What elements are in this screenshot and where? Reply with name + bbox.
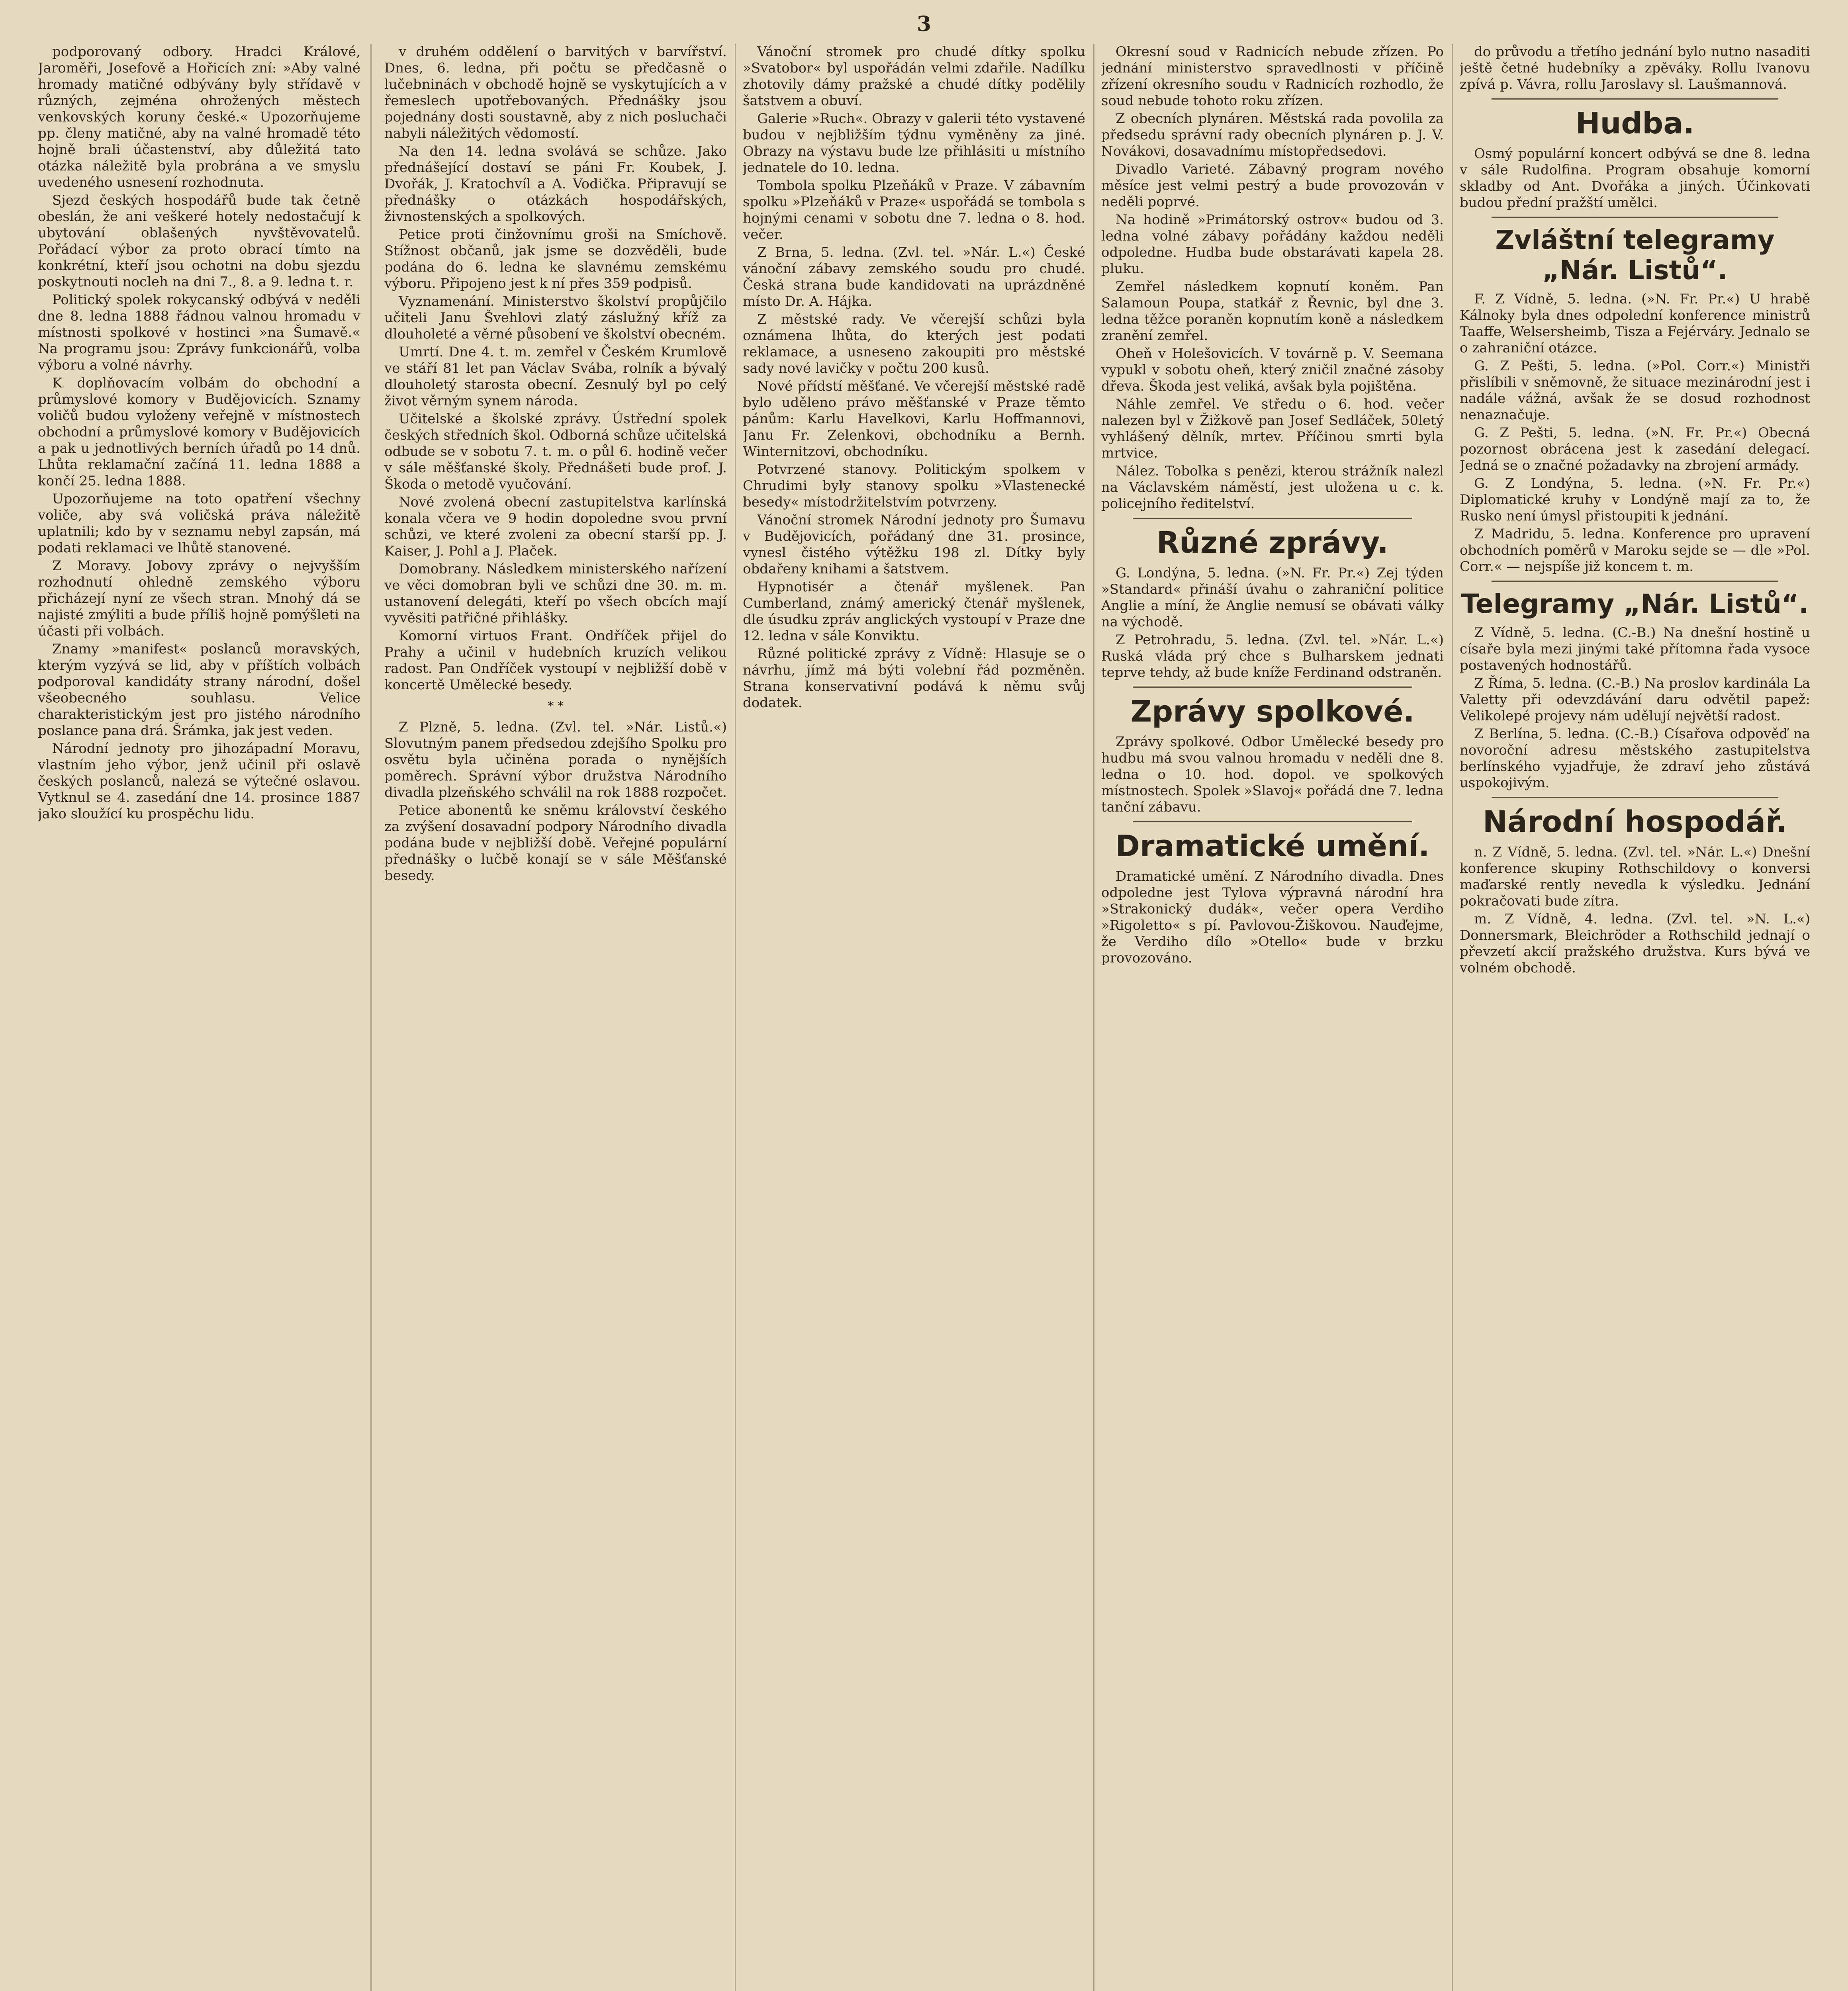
column-2 <box>384 44 727 1991</box>
article-paragraph: Různé politické zprávy z Vídně: Hlasuje se o návrhu, jímž má býti volební řád pozměněn. Strana konservativní podává k němu svůj dodatek. <box>743 646 1085 711</box>
article-paragraph: Národní jednoty pro jihozápadní Moravu, vlastním jeho výbor, jenž učinil při oslavě českých poslanců, nalezá se výtečné oslavou. Vytknul se 4. zasedání dne 14. prosince 1887 jako sloužící ku prospěchu lidu. <box>38 741 360 822</box>
article-paragraph: Galerie »Ruch«. Obrazy v galerii této vystavené budou v nejbližším týdnu vyměněny za jiné. Obrazy na výstavu bude lze přihlásiti u místního jednatele do 10. ledna. <box>743 111 1085 176</box>
section-heading-zpravy-spolkove: Zprávy spolkové. <box>1130 694 1415 729</box>
article-paragraph: G. Z Pešti, 5. ledna. (»Pol. Corr.«) Ministři přislíbili v sněmovně, že situace mezinárodní jest i nadále vážná, avšak že se dosud rozhodnost nenaznačuje. <box>1460 358 1810 423</box>
column-5 <box>1460 44 1810 1991</box>
column-1 <box>38 44 360 1991</box>
article-paragraph: Dramatické umění. Z Národního divadla. Dnes odpoledne jest Tylova výpravná národní hra »Strakonický dudák«, večer opera Verdiho »Rigoletto« s pí. Pavlovou-Žiškovou. Nauďejme, že Verdiho dílo »Otello« bude v brzku provozováno. <box>1101 868 1444 966</box>
section-heading-hudba: Hudba. <box>1575 106 1695 141</box>
article-paragraph: Hypnotisér a čtenář myšlenek. Pan Cumberland, známý americký čtenář myšlenek, dle úsudku zpráv anglických vystoupí v Praze dne 12. ledna v sále Konviktu. <box>743 579 1085 644</box>
article-paragraph: Osmý populární koncert odbývá se dne 8. ledna v sále Rudolfina. Program obsahuje komorní skladby od Ant. Dvořáka a jiných. Účinkovati budou přední pražští umělci. <box>1460 146 1810 211</box>
section-divider <box>1133 518 1412 519</box>
article-paragraph: m. Z Vídně, 4. ledna. (Zvl. tel. »N. L.«) Donnersmark, Bleichröder a Rothschild jednají o převzetí akcií pražského družstva. Kurs bývá ve volném obchodě. <box>1460 911 1810 976</box>
article-paragraph: Z Brna, 5. ledna. (Zvl. tel. »Nár. L.«) České vánoční zábavy zemského soudu pro chudé. Česká strana bude kandidovati na uprázdněné místo Dr. A. Hájka. <box>743 244 1085 309</box>
article-paragraph: Vánoční stromek pro chudé dítky spolku »Svatobor« byl uspořádán velmi zdařile. Nadílku zhotovily dámy pražské a chudé dítky podělily šatstvem a obuví. <box>743 44 1085 109</box>
article-paragraph: Okresní soud v Radnicích nebude zřízen. Po jednání ministerstvo spravedlnosti v příčině zřízení okresního soudu v Radnicích rozhodlo, že soud nebude tohoto roku zřízen. <box>1101 44 1444 109</box>
article-paragraph: Z obecních plynáren. Městská rada povolila za předsedu správní rady obecních plynáren p. J. V. Novákovi, dosavadnímu místopředsedovi. <box>1101 111 1444 159</box>
column-divider <box>1093 44 1094 1991</box>
article-paragraph: Z Říma, 5. ledna. (C.-B.) Na proslov kardinála La Valetty při odevzdávání daru odvětil papež: Velikolepé projevy nám udělují největší radost. <box>1460 675 1810 724</box>
article-paragraph: Z Petrohradu, 5. ledna. (Zvl. tel. »Nár. L.«) Ruská vláda prý chce s Bulharskem jednati teprve tehdy, až bude kníže Ferdinand odstraněn. <box>1101 632 1444 681</box>
section-separator: * * <box>548 699 564 713</box>
article-paragraph: Zprávy spolkové. Odbor Umělecké besedy pro hudbu má svou valnou hromadu v neděli dne 8. ledna o 10. hod. dopol. ve spolkových místnostech. Spolek »Slavoj« pořádá dne 7. ledna tanční zábavu. <box>1101 734 1444 815</box>
article-paragraph: Z Berlína, 5. ledna. (C.-B.) Císařova odpověď na novoroční adresu městského zastupitelstva berlínského vyjadřuje, že zdraví jeho zůstává uspokojivým. <box>1460 726 1810 791</box>
article-paragraph: n. Z Vídně, 5. ledna. (Zvl. tel. »Nár. L.«) Dnešní konference skupiny Rothschildovy o konversi maďarské rently nevedla k výsledku. Jednání pokračovati bude zítra. <box>1460 844 1810 909</box>
section-divider <box>1492 797 1778 798</box>
article-paragraph: Tombola spolku Plzeňáků v Praze. V zábavním spolku »Plzeňáků v Praze« uspořádá se tombola s hojnými cenami v sobotu dne 7. ledna o 8. hod. večer. <box>743 178 1085 243</box>
article-paragraph: Zemřel následkem kopnutí koněm. Pan Salamoun Poupa, statkář z Řevnic, byl dne 3. ledna těžce poraněn kopnutím koně a následkem zranění zemřel. <box>1101 279 1444 344</box>
article-paragraph: Politický spolek rokycanský odbývá v neděli dne 8. ledna 1888 řádnou valnou hromadu v místnosti spolkové v hostinci »na Šumavě.« Na programu jsou: Zprávy funkcionářů, volba výboru a volné návrhy. <box>38 292 360 373</box>
article-paragraph: Na hodině »Primátorský ostrov« budou od 3. ledna volné zábavy pořádány každou neděli odpoledne. Hudba bude obstarávati kapela 28. pluku. <box>1101 212 1444 277</box>
article-paragraph: Oheň v Holešovicích. V továrně p. V. Seemana vypukl v sobotu oheň, který zničil značné zásoby dřeva. Škoda jest veliká, avšak byla pojištěna. <box>1101 346 1444 394</box>
section-divider <box>1133 821 1412 822</box>
section-divider <box>1492 217 1778 218</box>
article-paragraph: G. Z Pešti, 5. ledna. (»N. Fr. Pr.«) Obecná pozornost obrácena jest k zasedání delegací. Jedná se o značné požadavky na zbrojení armády. <box>1460 425 1810 473</box>
section-divider <box>1492 98 1778 100</box>
section-divider <box>1133 686 1412 688</box>
article-paragraph: Komorní virtuos Frant. Ondříček přijel do Prahy a učinil v hudebních kruzích velikou radost. Pan Ondříček vystoupí v nejbližší době v koncertě Umělecké besedy. <box>384 628 727 693</box>
article-paragraph: Z Madridu, 5. ledna. Konference pro upravení obchodních poměrů v Maroku sejde se — dle »Pol. Corr.« — nejspíše již koncem t. m. <box>1460 526 1810 575</box>
article-paragraph: Znamy »manifest« poslanců moravských, kterým vyzývá se lid, aby v příštích volbách podporoval kandidáty strany národní, došel všeobecného souhlasu. Velice charakteristickým jest pro jistého národního poslance pana drá. Šrámka, jak jest veden. <box>38 641 360 739</box>
column-divider <box>370 44 372 1991</box>
article-paragraph: Vánoční stromek Národní jednoty pro Šumavu v Budějovicích, pořádaný dne 31. prosince, vynesl čistého výtěžku 198 zl. Dítky byly obdařeny knihami a šatstvem. <box>743 512 1085 577</box>
page-number: 3 <box>916 12 932 36</box>
article-paragraph: K doplňovacím volbám do obchodní a průmyslové komory v Budějovicích. Sznamy voličů budou vyloženy veřejně v místnostech obchodní a průmyslové komory v Budějovicích a pak u jednotlivých berních úřadů po 14 dnů. Lhůta reklamační začíná 11. ledna 1888 a končí 25. ledna 1888. <box>38 375 360 489</box>
column-divider <box>1452 44 1453 1991</box>
column-4 <box>1101 44 1444 1991</box>
section-divider <box>1492 581 1778 582</box>
section-heading-narodni-hospodar: Národní hospodář. <box>1482 805 1787 839</box>
article-paragraph: Petice proti činžovnímu groši na Smíchově. Stížnost občanů, jak jsme se dozvěděli, bude podána do 6. ledna ke slavnému zemskému výboru. Připojeno jest k ní přes 359 podpisů. <box>384 227 727 291</box>
article-paragraph: Divadlo Varieté. Zábavný program nového měsíce jest velmi pestrý a bude provozován v neděli poprvé. <box>1101 161 1444 210</box>
article-paragraph: Upozorňujeme na toto opatření všechny voliče, aby svá voličská práva náležitě uplatnili; kdo by v seznamu nebyl zapsán, má podati reklamaci ve lhůtě stanovené. <box>38 491 360 556</box>
article-paragraph: Náhle zemřel. Ve středu o 6. hod. večer nalezen byl v Žižkově pan Josef Sedláček, 50letý vyhlášený dělník, mrtev. Příčinou smrti byla mrtvice. <box>1101 396 1444 461</box>
article-paragraph: Sjezd českých hospodářů bude tak četně obeslán, že ani veškeré hotely nedostačují k ubytování oblašených nyvštěvovatelů. Pořádací výbor za proto obrací tímto na konkrétní, kteří jsou ochotni na dobu sjezdu poskytnouti nocleh na dni 7., 8. a 9. ledna t. r. <box>38 192 360 290</box>
article-paragraph: Učitelské a školské zprávy. Ústřední spolek českých středních škol. Odborná schůze učitelská odbude se v sobotu 7. t. m. o půl 6. hodině večer v sále měšťanské školy. Přednášeti bude prof. J. Škoda o metodě vyučování. <box>384 411 727 492</box>
article-paragraph: Z Vídně, 5. ledna. (C.-B.) Na dnešní hostině u císaře byla mezi jinými také přítomna řada vysoce postavených hodnostářů. <box>1460 625 1810 673</box>
article-paragraph: do průvodu a třetího jednání bylo nutno nasaditi ještě četné hudebníky a zpěváky. Rollu Ivanovu zpívá p. Vávra, rollu Jaroslavy sl. Laušmannová. <box>1460 44 1810 92</box>
article-paragraph: Z městské rady. Ve včerejší schůzi byla oznámena lhůta, do kterých jest podati reklamace, a usneseno zakoupiti pro městské sady nové lavičky v počtu 200 kusů. <box>743 311 1085 376</box>
article-paragraph: Nové zvolená obecní zastupitelstva karlínská konala včera ve 9 hodin dopoledne svou první schůzi, ve které zvoleni za obecní starší pp. J. Kaiser, J. Pohl a J. Plaček. <box>384 494 727 559</box>
article-paragraph: Z Plzně, 5. ledna. (Zvl. tel. »Nár. Listů.«) Slovutným panem předsedou zdejšího Spolku pro osvětu byla učiněna porada o nynějších poměrech. Správní výbor družstva Národního divadla plzeňského schválil na rok 1888 rozpočet. <box>384 719 727 800</box>
article-paragraph: G. Londýna, 5. ledna. (»N. Fr. Pr.«) Zej týden »Standard« přináší úvahu o zahraniční politice Anglie a míní, že Anglie nemusí se obávati války na východě. <box>1101 565 1444 630</box>
article-paragraph: podporovaný odbory. Hradci Králové, Jaroměři, Josefově a Hořicích zní: »Aby valné hromady matičné odbývány byly střídavě v různých, zejména ohrožených městech venkovských koruny české.« Upozorňujeme pp. členy matičné, aby na valné hromadě této hojně brali účastenství, aby důležitá tato otázka náležitě byla probrána a ve smyslu uvedeného usnesení rozhodnuta. <box>38 44 360 190</box>
article-paragraph: Nález. Tobolka s penězi, kterou strážník nalezl na Václavském náměstí, jest uložena u c. k. policejního ředitelství. <box>1101 463 1444 512</box>
article-paragraph: Na den 14. ledna svolává se schůze. Jako přednášející dostaví se páni Fr. Koubek, J. Dvořák, J. Kratochvíl a A. Vodička. Připravují se přednášky o otázkách hospodářských, živnostenských a spolkových. <box>384 143 727 225</box>
section-heading-ruzne-zpravy: Různé zprávy. <box>1157 526 1388 560</box>
section-heading-dramaticke-umeni: Dramatické umění. <box>1115 829 1430 863</box>
article-paragraph: Potvrzené stanovy. Politickým spolkem v Chrudimi byly stanovy spolku »Vlastenecké besedy« místodržitelstvím potvrzeny. <box>743 462 1085 510</box>
article-paragraph: Z Moravy. Jobovy zprávy o nejvyšším rozhodnutí ohledně zemského výboru přicházejí nyní ze všech stran. Mnohý dá se najisté zmýliti a bude příliš hojně pomýšleti na účasti při volbách. <box>38 558 360 639</box>
article-paragraph: v druhém oddělení o barvitých v barvířství. Dnes, 6. ledna, při počtu se předčasně o lučebninách v obchodě hojně se vyskytujících a v řemeslech upotřebovaných. Přednášky jsou pojednány dosti soustavně, aby z nich posluchači nabyli náležitých vědomostí. <box>384 44 727 141</box>
article-paragraph: Umrtí. Dne 4. t. m. zemřel v Českém Krumlově ve stáří 81 let pan Václav Svába, rolník a bývalý dlouholetý starosta obecní. Zesnulý byl po celý život věrným synem národa. <box>384 344 727 409</box>
column-3 <box>743 44 1085 1991</box>
article-paragraph: Nové přídstí měšťané. Ve včerejší městské radě bylo uděleno právo měšťanské v Praze těmto pánům: Karlu Havelkovi, Karlu Hoffmannovi, Janu Fr. Zelenkovi, obchodníku a Bernh. Winternitzovi, obchodníku. <box>743 378 1085 460</box>
article-paragraph: F. Z Vídně, 5. ledna. (»N. Fr. Pr.«) U hrabě Kálnoky byla dnes odpolední konference ministrů Taaffe, Welsersheimb, Tisza a Fejérváry. Jednalo se o zahraniční otázce. <box>1460 291 1810 356</box>
column-divider <box>735 44 736 1991</box>
section-heading-zvlastni-telegramy: Zvláštní telegramy „Nár. Listů“. <box>1495 225 1775 286</box>
section-heading-telegramy: Telegramy „Nár. Listů“. <box>1461 589 1809 619</box>
article-paragraph: Petice abonentů ke sněmu království českého za zvýšení dosavadní podpory Národního divadla podána bude v nejbližší době. Veřejné populární přednášky o lučbě konají se v sále Měšťanské besedy. <box>384 802 727 884</box>
article-paragraph: G. Z Londýna, 5. ledna. (»N. Fr. Pr.«) Diplomatické kruhy v Londýně mají za to, že Rusko není úmysl přistoupiti k jednání. <box>1460 475 1810 524</box>
article-paragraph: Domobrany. Následkem ministerského nařízení ve věci domobran byli ve schůzi dne 30. m. m. ustanovení delegáti, kteří po všech obcích mají vyvěsiti patřičné přihlášky. <box>384 561 727 626</box>
article-paragraph: Vyznamenání. Ministerstvo školství propůjčilo učiteli Janu Švehlovi zlatý záslužný kříž za dlouholeté a věrné působení ve školství obecném. <box>384 293 727 342</box>
